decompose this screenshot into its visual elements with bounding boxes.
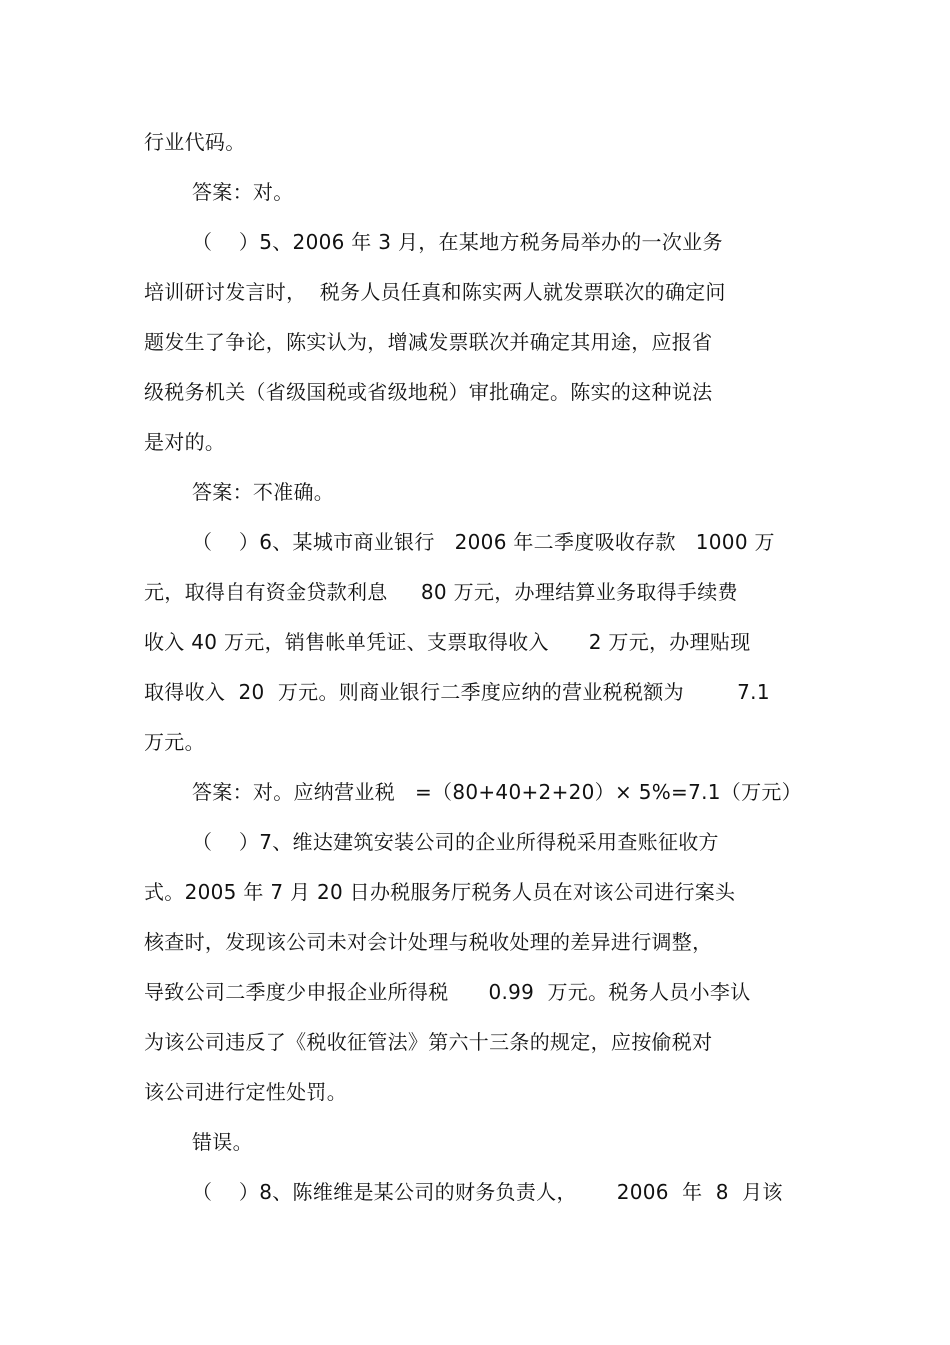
- text-line: 式。2005 年 7 月 20 日办税服务厅税务人员在对该公司进行案头: [144, 880, 736, 904]
- answer-line: 答案：对。应纳营业税 =（80+40+2+20）× 5%=7.1（万元）: [192, 780, 802, 804]
- text-line: 该公司进行定性处罚。: [144, 1080, 347, 1104]
- answer-line: 错误。: [192, 1130, 253, 1154]
- text-line: 取得收入 20 万元。则商业银行二季度应纳的营业税税额为 7.1: [144, 680, 770, 704]
- text-line: 行业代码。: [144, 130, 246, 154]
- text-line: 题发生了争论，陈实认为，增减发票联次并确定其用途，应报省: [144, 330, 713, 354]
- answer-line: 答案：对。: [192, 180, 294, 204]
- text-line: 为该公司违反了《税收征管法》第六十三条的规定，应按偷税对: [144, 1030, 713, 1054]
- text-line: 培训研讨发言时， 税务人员任真和陈实两人就发票联次的确定问: [144, 280, 726, 304]
- question-line: （ ）6、某城市商业银行 2006 年二季度吸收存款 1000 万: [192, 530, 775, 554]
- question-line: （ ）8、陈维维是某公司的财务负责人， 2006 年 8 月该: [192, 1180, 783, 1204]
- text-line: 是对的。: [144, 430, 226, 454]
- text-line: 核查时，发现该公司未对会计处理与税收处理的差异进行调整，: [144, 930, 713, 954]
- question-line: （ ）7、维达建筑安装公司的企业所得税采用查账征收方: [192, 830, 719, 854]
- question-line: （ ）5、2006 年 3 月，在某地方税务局举办的一次业务: [192, 230, 723, 254]
- text-line: 万元。: [144, 730, 205, 754]
- answer-line: 答案：不准确。: [192, 480, 335, 504]
- text-line: 级税务机关（省级国税或省级地税）审批确定。陈实的这种说法: [144, 380, 713, 404]
- text-line: 元，取得自有资金贷款利息 80 万元，办理结算业务取得手续费: [144, 580, 738, 604]
- text-line: 收入 40 万元，销售帐单凭证、支票取得收入 2 万元，办理贴现: [144, 630, 751, 654]
- text-line: 导致公司二季度少申报企业所得税 0.99 万元。税务人员小李认: [144, 980, 751, 1004]
